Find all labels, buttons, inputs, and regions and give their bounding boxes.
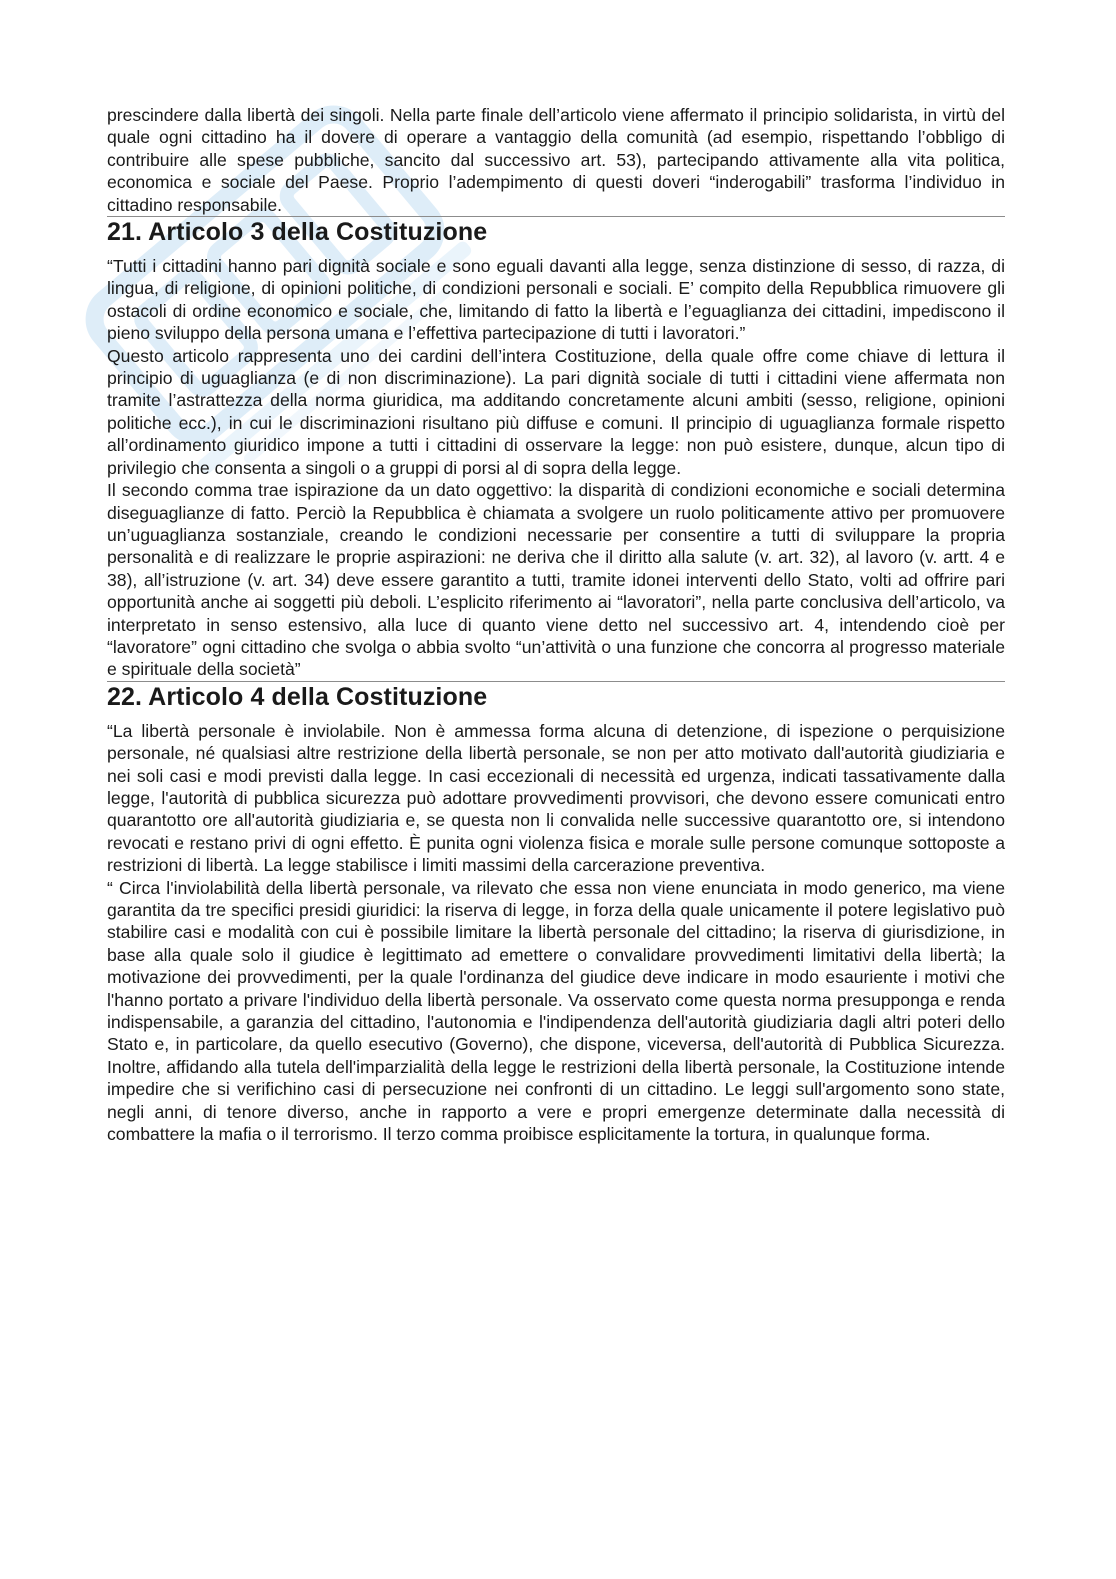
section-body-articolo-4 [107,720,1005,1146]
section-body-articolo-3 [107,255,1005,681]
article-quote-paragraph: “Tutti i cittadini hanno pari dignità sociale e sono eguali davanti alla legge, senza distinzione di sesso, di razza, di lingua, di religione, di opinioni politiche, di condizioni personali e sociali. E’ compito della Repubblica rimuovere gli ostacoli di ordine economico e sociale, che, limitando di fatto la libertà e l’eguaglianza dei cittadini, impediscono il pieno sviluppo della persona umana e l’effettiva partecipazione di tutti i lavoratori.” [107,256,1005,344]
intro-paragraph: prescindere dalla libertà dei singoli. Nella parte finale dell’articolo viene affermato il principio solidarista, in virtù del quale ogni cittadino ha il dovere di operare a vantaggio della comunità (ad esempio, rispettando l’obbligo di contribuire alle spese pubbliche, sancito dal successivo art. 53), partecipando attivamente alla vita politica, economica e sociale del Paese. Proprio l’adempimento di questi doveri “inderogabili” trasforma l’individuo in cittadino responsabile. [107,105,1005,215]
commentary-paragraph: “ Circa l'inviolabilità della libertà personale, va rilevato che essa non viene enunciata in modo generico, ma viene garantita da tre specifici presidi giuridici: la riserva di legge, in forza della quale unicamente il potere legislativo può stabilire casi e modalità con cui è possibile limitare la libertà personale del cittadino; la riserva di giurisdizione, in base alla quale solo il giudice è legittimato ad emettere o convalidare provvedimenti limitativi della libertà; la motivazione dei provvedimenti, per la quale l'ordinanza del giudice deve indicare in modo esauriente i motivi che l'hanno portato a privare l'individuo della libertà personale. Va osservato come questa norma presupponga e renda indispensabile, a garanzia del cittadino, l'autonomia e l'indipendenza dell'autorità giudiziaria dagli altri poteri dello Stato e, in particolare, da quello esecutivo (Governo), che dispone, viceversa, dell'autorità di Pubblica Sicurezza. Inoltre, affidando alla tutela dell'imparzialità della legge le restrizioni della libertà personale, la Costituzione intende impedire che si verifichino casi di persecuzione nei confronti di un cittadino. Le leggi sull'argomento sono state, negli anni, di tenore diverso, anche in rapporto a vere e propri emergenze determinate dalla necessità di combattere la mafia o il terrorismo. Il terzo comma proibisce esplicitamente la tortura, in qualunque forma. [107,877,1005,1145]
document-page [107,104,1005,1145]
section-title-articolo-4: 22. Articolo 4 della Costituzione [107,682,488,711]
commentary-paragraph: Il secondo comma trae ispirazione da un dato oggettivo: la disparità di condizioni economiche e sociali determina diseguaglianze di fatto. Perciò la Repubblica è chiamata a svolgere un ruolo politicamente attivo per promuovere un’uguaglianza sostanziale, creando le condizioni necessarie per consentire a tutti di sviluppare la propria personalità e di realizzare le proprie aspirazioni: ne deriva che il diritto alla salute (v. art. 32), al lavoro (v. artt. 4 e 38), all’istruzione (v. art. 34) deve essere garantito a tutti, tramite idonei interventi dello Stato, volti ad offrire pari opportunità anche ai soggetti più deboli. L’esplicito riferimento ai “lavoratori”, nella parte conclusiva dell’articolo, va interpretato in senso estensivo, alla luce di quanto viene detto nel successivo art. 4, intendendo cioè per “lavoratore” ogni cittadino che svolga o abbia svolto “un’attività o una funzione che concorra al progresso materiale e spirituale della società” [107,480,1005,680]
section-title-articolo-3: 21. Articolo 3 della Costituzione [107,218,488,247]
commentary-paragraph: Questo articolo rappresenta uno dei cardini dell’intera Costituzione, della quale offre come chiave di lettura il principio di uguaglianza (e di non discriminazione). La pari dignità sociale di tutti i cittadini viene affermata non tramite l’astrattezza della norma giuridica, ma additando concretamente alcuni ambiti (sesso, religione, opinioni politiche ecc.), in cui le discriminazioni risultano più diffuse e comuni. Il principio di uguaglianza formale rispetto all’ordinamento giuridico impone a tutti i cittadini di osservare la legge: non può esistere, dunque, alcun tipo di privilegio che consenta a singoli o a gruppi di porsi al di sopra della legge. [107,345,1005,478]
article-quote-paragraph: “La libertà personale è inviolabile. Non è ammessa forma alcuna di detenzione, di ispezione o perquisizione personale, né qualsiasi altre restrizione della libertà personale, se non per atto motivato dall'autorità giudiziaria e nei soli casi e modi previsti dalla legge. In casi eccezionali di necessità ed urgenza, indicati tassativamente dalla legge, l'autorità di pubblica sicurezza può adottare provvedimenti provvisori, che devono essere comunicati entro quarantotto ore all'autorità giudiziaria e, se questa non li convalida nelle successive quarantotto ore, si intendono revocati e restano privi di ogni effetto. È punita ogni violenza fisica e morale sulle persone comunque sottoposte a restrizioni di libertà. La legge stabilisce i limiti massimi della carcerazione preventiva. [107,720,1005,876]
